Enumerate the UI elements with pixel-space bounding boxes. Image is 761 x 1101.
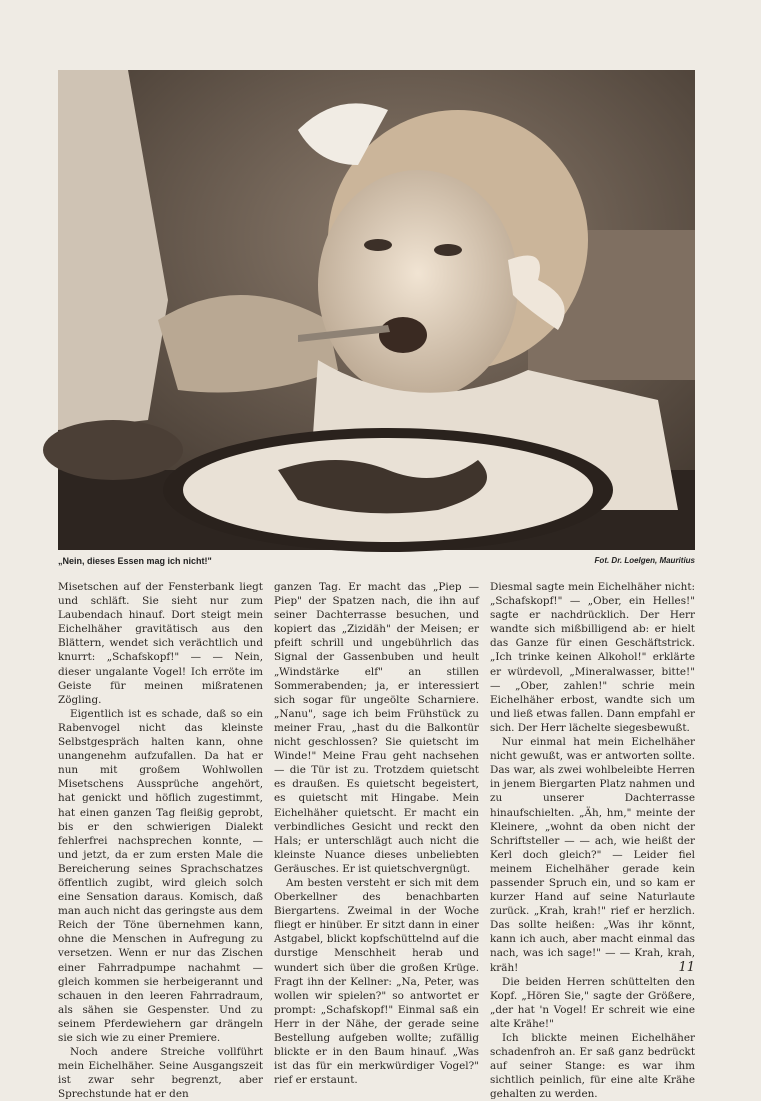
photo-credit: Fot. Dr. Loelgen, Mauritius (594, 556, 695, 565)
photograph-girl-eating (58, 70, 695, 550)
photo-caption: „Nein, dieses Essen mag ich nicht!" (58, 556, 212, 566)
paragraph: Misetschen auf der Fensterbank liegt und schläft. Sie sieht nur zum Laubendach hinauf. Dort steigt mein Eichelhäher gravitätisch aus den Blättern, wendet sich verächtlich und knurrt: „Schafskopf!" — — Nein, dieser ungalante Vogel! Ich erröte im Geiste für meinen mißratenen Zögling. (58, 581, 263, 706)
paragraph: Noch andere Streiche vollführt mein Eichelhäher. Seine Ausgangszeit ist zwar sehr begrenzt, aber Sprechstunde hat er den (58, 1046, 263, 1101)
column-2 (274, 580, 479, 1087)
page-number: 11 (678, 960, 695, 975)
photo-caption-row (58, 556, 695, 570)
paragraph: ganzen Tag. Er macht das „Piep — Piep" der Spatzen nach, die ihn auf seiner Dachterrasse besuchen, und kopiert das „Zizidäh" der Meisen; er pfeift schrill und ungebührlich das Signal der Gassenbuben und heult „Windstärke elf" an stillen Sommerabenden; ja, er interessiert sich sogar für ungeölte Scharniere. „Nanu", sage ich beim Frühstück zu meiner Frau, „hast du die Balkontür nicht geschlossen? Sie quietscht im Winde!" Meine Frau geht nachsehen — die Tür ist zu. Trotzdem quietscht es draußen. Es quietscht begeistert, es quietscht mit Hingabe. Mein Eichelhäher quietscht. Er macht ein verbindliches Gesicht und reckt den Hals; er unterschlägt auch nicht die kleinste Nuance dieses unbeliebten Geräusches. Er ist quietschvergnügt. (274, 581, 479, 875)
paragraph: Am besten versteht er sich mit dem Oberkellner des benachbarten Biergartens. Zweimal in der Woche fliegt er hinüber. Er sitzt dann in einer Astgabel, blickt kopfschüttelnd auf die durstige Menschheit herab und wundert sich über die großen Krüge. Fragt ihn der Kellner: „Na, Peter, was wollen wir spielen?" so antwortet er prompt: „Schafskopf!" Einmal saß ein Herr in der Nähe, der gerade seine Bestellung aufgeben wollte; zufällig blickte er in den Baum hinauf. „Was ist das für ein merkwürdiger Vogel?" rief er erstaunt. (274, 876, 479, 1087)
paragraph: Nur einmal hat mein Eichelhäher nicht gewußt, was er antworten sollte. Das war, als zwei wohlbeleibte Herren in jenem Biergarten Platz nahmen und zu unserer Dachterrasse hinaufschielten. „Äh, hm," meinte der Kleinere, „wohnt da oben nicht der Schriftsteller — — ach, wie heißt der Kerl doch gleich?" — Leider fiel meinem Eichelhäher gerade kein passender Spruch ein, und so kam er kurzer Hand auf seine Naturlaute zurück. „Krah, krah!" rief er herzlich. Das sollte heißen: „Was ihr könnt, kann ich auch, aber macht einmal das nach, was ich sage!" — — Krah, krah, kräh! (490, 736, 695, 974)
paragraph: Diesmal sagte mein Eichelhäher nicht: „Schafskopf!" — „Ober, ein Helles!" sagte er nachdrücklich. Der Herr wandte sich mißbilligend ab: er hielt das Ganze für einen Geschäftstrick. „Ich trinke keinen Alkohol!" erklärte er würdevoll, „Mineralwasser, bitte!" — „Ober, zahlen!" schrie mein Eichelhäher erbost, wandte sich um und ließ etwas fallen. Dann empfahl er sich. Der Herr lächelte siegesbewußt. (490, 581, 695, 734)
paragraph: Eigentlich ist es schade, daß so ein Rabenvogel nicht das kleinste Selbstgespräch halten kann, ohne unangenehm aufzufallen. Da hat er nun mit großem Wohlwollen Misetschens Aussprüche angehört, hat genickt und höflich zugestimmt, hat einen ganzen Tag fleißig geprobt, bis er den schwierigen Dialekt fehlerfrei nachsprechen konnte, — und jetzt, da er zum ersten Male die Bereicherung seines Sprachschatzes öffentlich zugibt, wird gleich solch eine Sensation daraus. Komisch, daß man auch nicht das geringste aus dem Reich der Töne übernehmen kann, ohne die Menschen in Aufregung zu versetzen. Wenn er nur das Zischen einer Fahrradpumpe nachahmt — gleich kommen sie herbeigerannt und schauen in den leeren Fahrradraum, als sähen sie Gespenster. Und zu seinem Pferdewiehern gar drängeln sie sich wie zu einer Premiere. (58, 707, 263, 1044)
column-1 (58, 580, 263, 1101)
paragraph: Ich blickte meinen Eichelhäher schadenfroh an. Er saß ganz bedrückt auf seiner Stange: es war ihm sichtlich peinlich, für eine alte Krähe gehalten zu werden. (490, 1032, 695, 1101)
paragraph: Die beiden Herren schüttelten den Kopf. „Hören Sie," sagte der Größere, „der hat 'n Vogel! Er schreit wie eine alte Krähe!" (490, 975, 695, 1030)
